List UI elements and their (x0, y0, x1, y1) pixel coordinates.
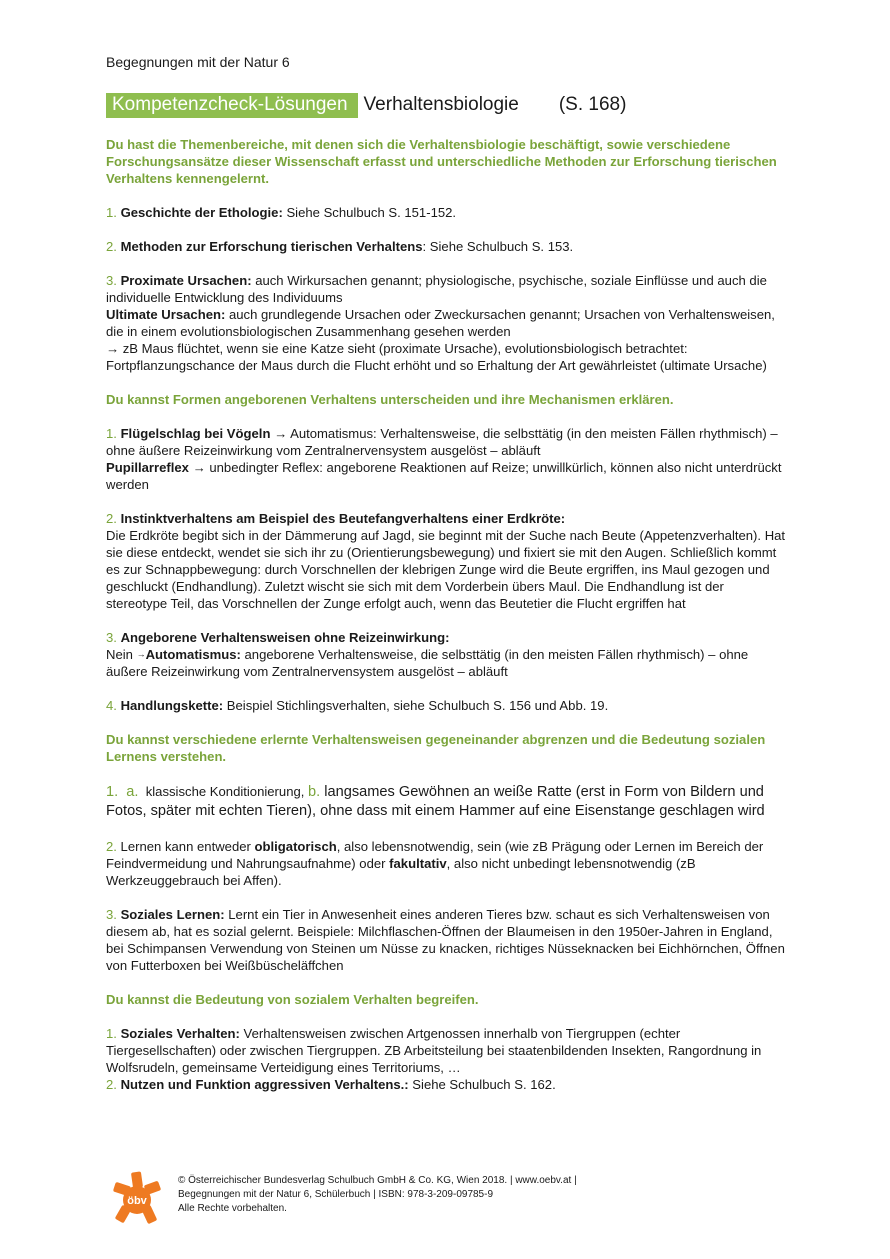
book-title: Begegnungen mit der Natur 6 (106, 54, 290, 70)
arrow-icon: → (270, 426, 291, 441)
answer-item: 1. Soziales Verhalten: Verhaltensweisen zwischen Artgenossen innerhalb von Tiergruppen (echter Tiergesellschaften) oder zwischen Tiergruppen. ZB Arbeitsteilung bei staatenbildenden Insekten, Rangordnung in Wolfsrudeln, gemeinsame Verteidigung eines Territoriums, … 2. Nutzen und Funktion aggressiven Verhaltens.: Siehe Schulbuch S. 162. (106, 1026, 762, 1092)
answer-item: 4. Handlungskette: Beispiel Stichlingsverhalten, siehe Schulbuch S. 156 und Abb. 19. (106, 698, 609, 713)
answer-item: 3. Angeborene Verhaltensweisen ohne Reizeinwirkung: Nein →Automatismus: angeborene Verhaltensweise, die selbsttätig (in den meisten Fällen rhythmisch) – ohne äußere Reizeinwirkung vom Zentralnervensystem ausgelöst – abläuft (106, 630, 749, 679)
arrow-icon: → (106, 341, 120, 356)
answer-item: 3. Proximate Ursachen: auch Wirkursachen genannt; physiologische, psychische, soziale Einflüsse und auch die individuelle Entwicklung des Individuums Ultimate Ursachen: auch grundlegende Ursachen oder Zweckursachen genannt; Ursachen von Verhaltensweisen, die in einem evolutionsbiologischen Zusammenhang gesehen werden → zB Maus flüchtet, wenn sie eine Katze sieht (proximate Ursache), evolutionsbiologisch betrachtet: Fortpflanzungschance der Maus durch die Flucht erhöht und so Erhaltung der Art gewährleistet (ultimate Ursache) (106, 273, 775, 373)
competence-goal: Du kannst Formen angeborenen Verhaltens unterscheiden und ihre Mechanismen erklären. (106, 392, 674, 407)
section-badge: Kompetenzcheck-Lösungen (106, 93, 358, 118)
topic-title: Verhaltensbiologie (363, 94, 519, 115)
page-reference: (S. 168) (558, 94, 627, 115)
arrow-icon: → (136, 649, 146, 659)
answer-item: 1. Geschichte der Ethologie: Siehe Schulbuch S. 151-152. (106, 205, 457, 220)
answer-item: 1. a. klassische Konditionierung, b. langsames Gewöhnen an weiße Ratte (erst in Form von Bildern und Fotos, später mit echten Tieren), ohne dass mit einem Hammer auf eine Eisenstange geschlagen wird (106, 784, 765, 819)
page-heading (106, 93, 626, 118)
answer-item: 1. Flügelschlag bei Vögeln → Automatismus: Verhaltensweise, die selbsttätig (in den meisten Fällen rhythmisch) – ohne äußere Reizeinwirkung vom Zentralnervensystem ausgelöst – abläuft Pupillarreflex → unbedingter Reflex: angeborene Reaktionen auf Reize; unwillkürlich, können also nicht unterdrückt werden (106, 426, 782, 492)
copyright-line: © Österreichischer Bundesverlag Schulbuch GmbH & Co. KG, Wien 2018. | www.oebv.at | (178, 1175, 577, 1186)
competence-goal: Du kannst verschiedene erlernte Verhaltensweisen gegeneinander abgrenzen und die Bedeutung sozialen Lernens verstehen. (106, 732, 766, 764)
content (106, 136, 786, 1093)
arrow-icon: → (188, 460, 210, 475)
rights-line: Alle Rechte vorbehalten. (178, 1203, 287, 1214)
oebv-logo-icon (112, 1170, 162, 1226)
footer-text (178, 1174, 577, 1216)
competence-goal: Du kannst die Bedeutung von sozialem Verhalten begreifen. (106, 992, 479, 1007)
answer-item: 2. Instinktverhaltens am Beispiel des Beutefangverhaltens einer Erdkröte: Die Erdkröte begibt sich in der Dämmerung auf Jagd, sie beginnt mit der Suche nach Beute (Appetenzverhalten). Hat sie diese entdeckt, wendet sie sich ihr zu (Orientierungsbewegung) und fixiert sie mit den Augen. Schließlich kommt es zur Schnappbewegung: durch Vorschnellen der klebrigen Zunge wird die Beute ergriffen, ins Maul gezogen und geschluckt (Endhandlung). Zuletzt wischt sie sich mit dem Vorderbein übers Maul. Die Endhandlung ist der stereotype Teil, das Vorschnellen der Zunge erfolgt auch, wenn das Beutetier die Flucht ergriffen hat (106, 511, 786, 611)
answer-item: 2. Lernen kann entweder obligatorisch, also lebensnotwendig, sein (wie zB Prägung oder Lernen im Bereich der Feindvermeidung und Nahrungsaufnahme) oder fakultativ, also nicht unbedingt lebensnotwendig (zB Werkzeuggebrauch bei Affen). (106, 839, 764, 888)
competence-goal: Du hast die Themenbereiche, mit denen sich die Verhaltensbiologie beschäftigt, sowie verschiedene Forschungsansätze dieser Wissenschaft erfasst und unterschiedliche Methoden zur Erforschung tierischen Verhaltens kennengelernt. (106, 137, 777, 186)
answer-item: 3. Soziales Lernen: Lernt ein Tier in Anwesenheit eines anderen Tieres bzw. schaut es sich Verhaltensweisen von diesem ab, hat es sozial gelernt. Beispiele: Milchflaschen-Öffnen der Blaumeisen in den 1950er-Jahren in England, bei Schimpansen Verwendung von Steinen um Nüsse zu knacken, richtiges Nüsseknacken bei Eichhörnchen, Öffnen von Futterboxen bei Weißbüscheläffchen (106, 907, 785, 973)
svg-text:öbv: öbv (127, 1195, 147, 1207)
book-info-line: Begegnungen mit der Natur 6, Schülerbuch | ISBN: 978-3-209-09785-9 (178, 1189, 494, 1200)
answer-item: 2. Methoden zur Erforschung tierischen Verhaltens: Siehe Schulbuch S. 153. (106, 239, 574, 254)
